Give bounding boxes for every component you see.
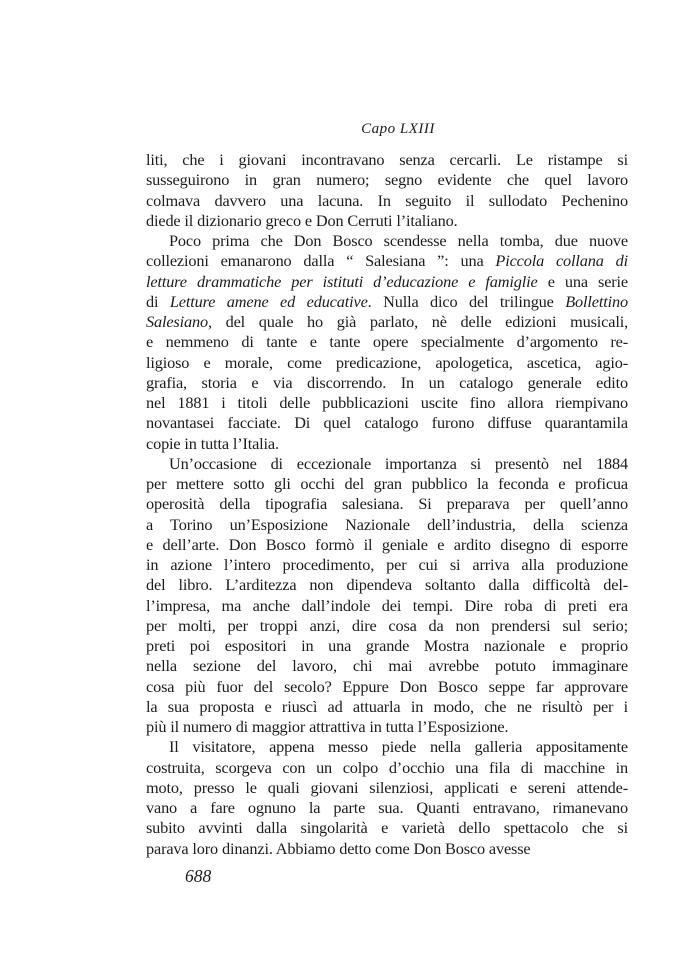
text-segment: del libro. L’arditezza non dipendeva soltanto dalla difficoltà del-: [146, 575, 628, 595]
text-line: [146, 312, 628, 332]
text-line: [146, 636, 628, 656]
text-line: [146, 211, 628, 231]
text-line: [146, 353, 628, 373]
text-segment: novantasei facciate. Di quel catalogo furono diffuse quarantamila: [146, 413, 628, 433]
text-line: [146, 758, 628, 778]
text-segment: colmava davvero una lacuna. In seguito il sullodato Pechenino: [146, 190, 628, 210]
text-segment: ligioso e morale, come predicazione, apologetica, ascetica, agio-: [146, 352, 628, 372]
text-segment: subito avvinti dalla singolarità e varietà dello spettacolo che si: [146, 818, 628, 838]
text-segment: liti, che i giovani incontravano senza cercarli. Le ristampe si: [146, 150, 628, 169]
text-segment: Poco prima che Don Bosco scendesse nella tomba, due nuove: [169, 231, 628, 250]
text-segment: e dell’arte. Don Bosco formò il geniale e ardito disegno di esporre: [146, 534, 628, 554]
text-line: [146, 839, 628, 859]
text-line: [146, 292, 628, 312]
text-line: [146, 535, 628, 555]
text-line: [146, 231, 628, 251]
text-line: [146, 170, 628, 190]
text-line: [146, 737, 628, 757]
text-segment: copie in tutta l’Italia.: [146, 433, 279, 453]
text-line: [146, 150, 628, 170]
text-segment: e nemmeno di tante e tante opere specialmente d’argomento re-: [146, 332, 628, 352]
text-line: [146, 818, 628, 838]
text-line: [146, 332, 628, 352]
text-segment: moto, presso le quali giovani silenziosi, applicati e sereni attende-: [146, 777, 628, 797]
text-line: [146, 191, 628, 211]
text-segment: cosa più fuor del secolo? Eppure Don Bosco seppe far approvare: [146, 676, 628, 696]
text-line: [146, 697, 628, 717]
text-segment: collezioni emanarono dalla “ Salesiana ”: una: [146, 251, 496, 271]
text-line: [146, 454, 628, 474]
text-line: [146, 778, 628, 798]
text-segment: l’impresa, ma anche dall’indole dei tempi. Dire roba di preti era: [146, 595, 628, 615]
text-segment: , del quale ho già parlato, nè delle edizioni musicali,: [207, 312, 628, 331]
italic-text-segment: Piccola collana di: [495, 251, 628, 271]
italic-text-segment: Letture amene ed educative: [169, 291, 368, 311]
text-line: [146, 555, 628, 575]
text-line: [146, 413, 628, 433]
text-line: [146, 474, 628, 494]
text-segment: . Nulla dico del trilingue: [367, 291, 566, 311]
text-line: [146, 596, 628, 616]
text-line: [146, 393, 628, 413]
text-line: [146, 434, 628, 454]
text-segment: grafia, storia e via discorrendo. In un catalogo generale edito: [146, 372, 628, 392]
italic-text-segment: Salesiano: [146, 312, 208, 331]
text-segment: operosità della tipografia salesiana. Si preparava per quell’anno: [146, 494, 628, 514]
page-number: 688: [185, 866, 212, 886]
text-segment: Il visitatore, appena messo piede nella galleria appositamente: [169, 737, 628, 757]
running-header: Capo LXIII: [361, 121, 435, 137]
text-segment: Un’occasione di eccezionale importanza si presentò nel 1884: [169, 453, 628, 473]
text-segment: in azione l’intero procedimento, per cui si arriva alla produzione: [146, 555, 628, 574]
text-segment: parava loro dinanzi. Abbiamo detto come Don Bosco avesse: [146, 838, 531, 858]
text-line: [146, 272, 628, 292]
text-segment: e una serie: [537, 271, 628, 291]
text-line: [146, 717, 628, 737]
text-segment: per molti, per troppi anzi, dire cosa da non prendersi sul serio;: [146, 615, 628, 635]
text-line: [146, 575, 628, 595]
page-body-text: [146, 150, 628, 859]
italic-text-segment: letture drammatiche per istituti d’educazione e famiglie: [146, 271, 538, 291]
text-segment: vano a fare ognuno la parte sua. Quanti entravano, rimanevano: [146, 798, 628, 817]
text-segment: preti poi espositori in una grande Mostra nazionale e proprio: [146, 636, 628, 655]
text-segment: a Torino un’Esposizione Nazionale dell’industria, della scienza: [146, 514, 628, 534]
text-segment: nel 1881 i titoli delle pubblicazioni uscite fino allora riempivano: [146, 393, 628, 412]
text-segment: la sua proposta e riuscì ad attuarla in modo, che ne risultò per i: [146, 696, 628, 716]
text-line: [146, 373, 628, 393]
text-line: [146, 494, 628, 514]
text-line: [146, 251, 628, 271]
text-segment: nella sezione del lavoro, chi mai avrebbe potuto immaginare: [146, 656, 628, 676]
text-segment: susseguirono in gran numero; segno evidente che quel lavoro: [146, 170, 628, 190]
text-line: [146, 515, 628, 535]
text-segment: per mettere sotto gli occhi del gran pubblico la feconda e proficua: [146, 474, 628, 493]
text-line: [146, 677, 628, 697]
text-segment: costruita, scorgeva con un colpo d’occhio una fila di macchine in: [146, 757, 628, 777]
text-line: [146, 616, 628, 636]
text-segment: diede il dizionario greco e Don Cerruti l’italiano.: [146, 210, 458, 230]
italic-text-segment: Bollettino: [565, 291, 628, 311]
text-line: [146, 656, 628, 676]
text-segment: di: [146, 291, 170, 311]
text-segment: più il numero di maggior attrattiva in tutta l’Esposizione.: [146, 717, 509, 736]
text-line: [146, 798, 628, 818]
